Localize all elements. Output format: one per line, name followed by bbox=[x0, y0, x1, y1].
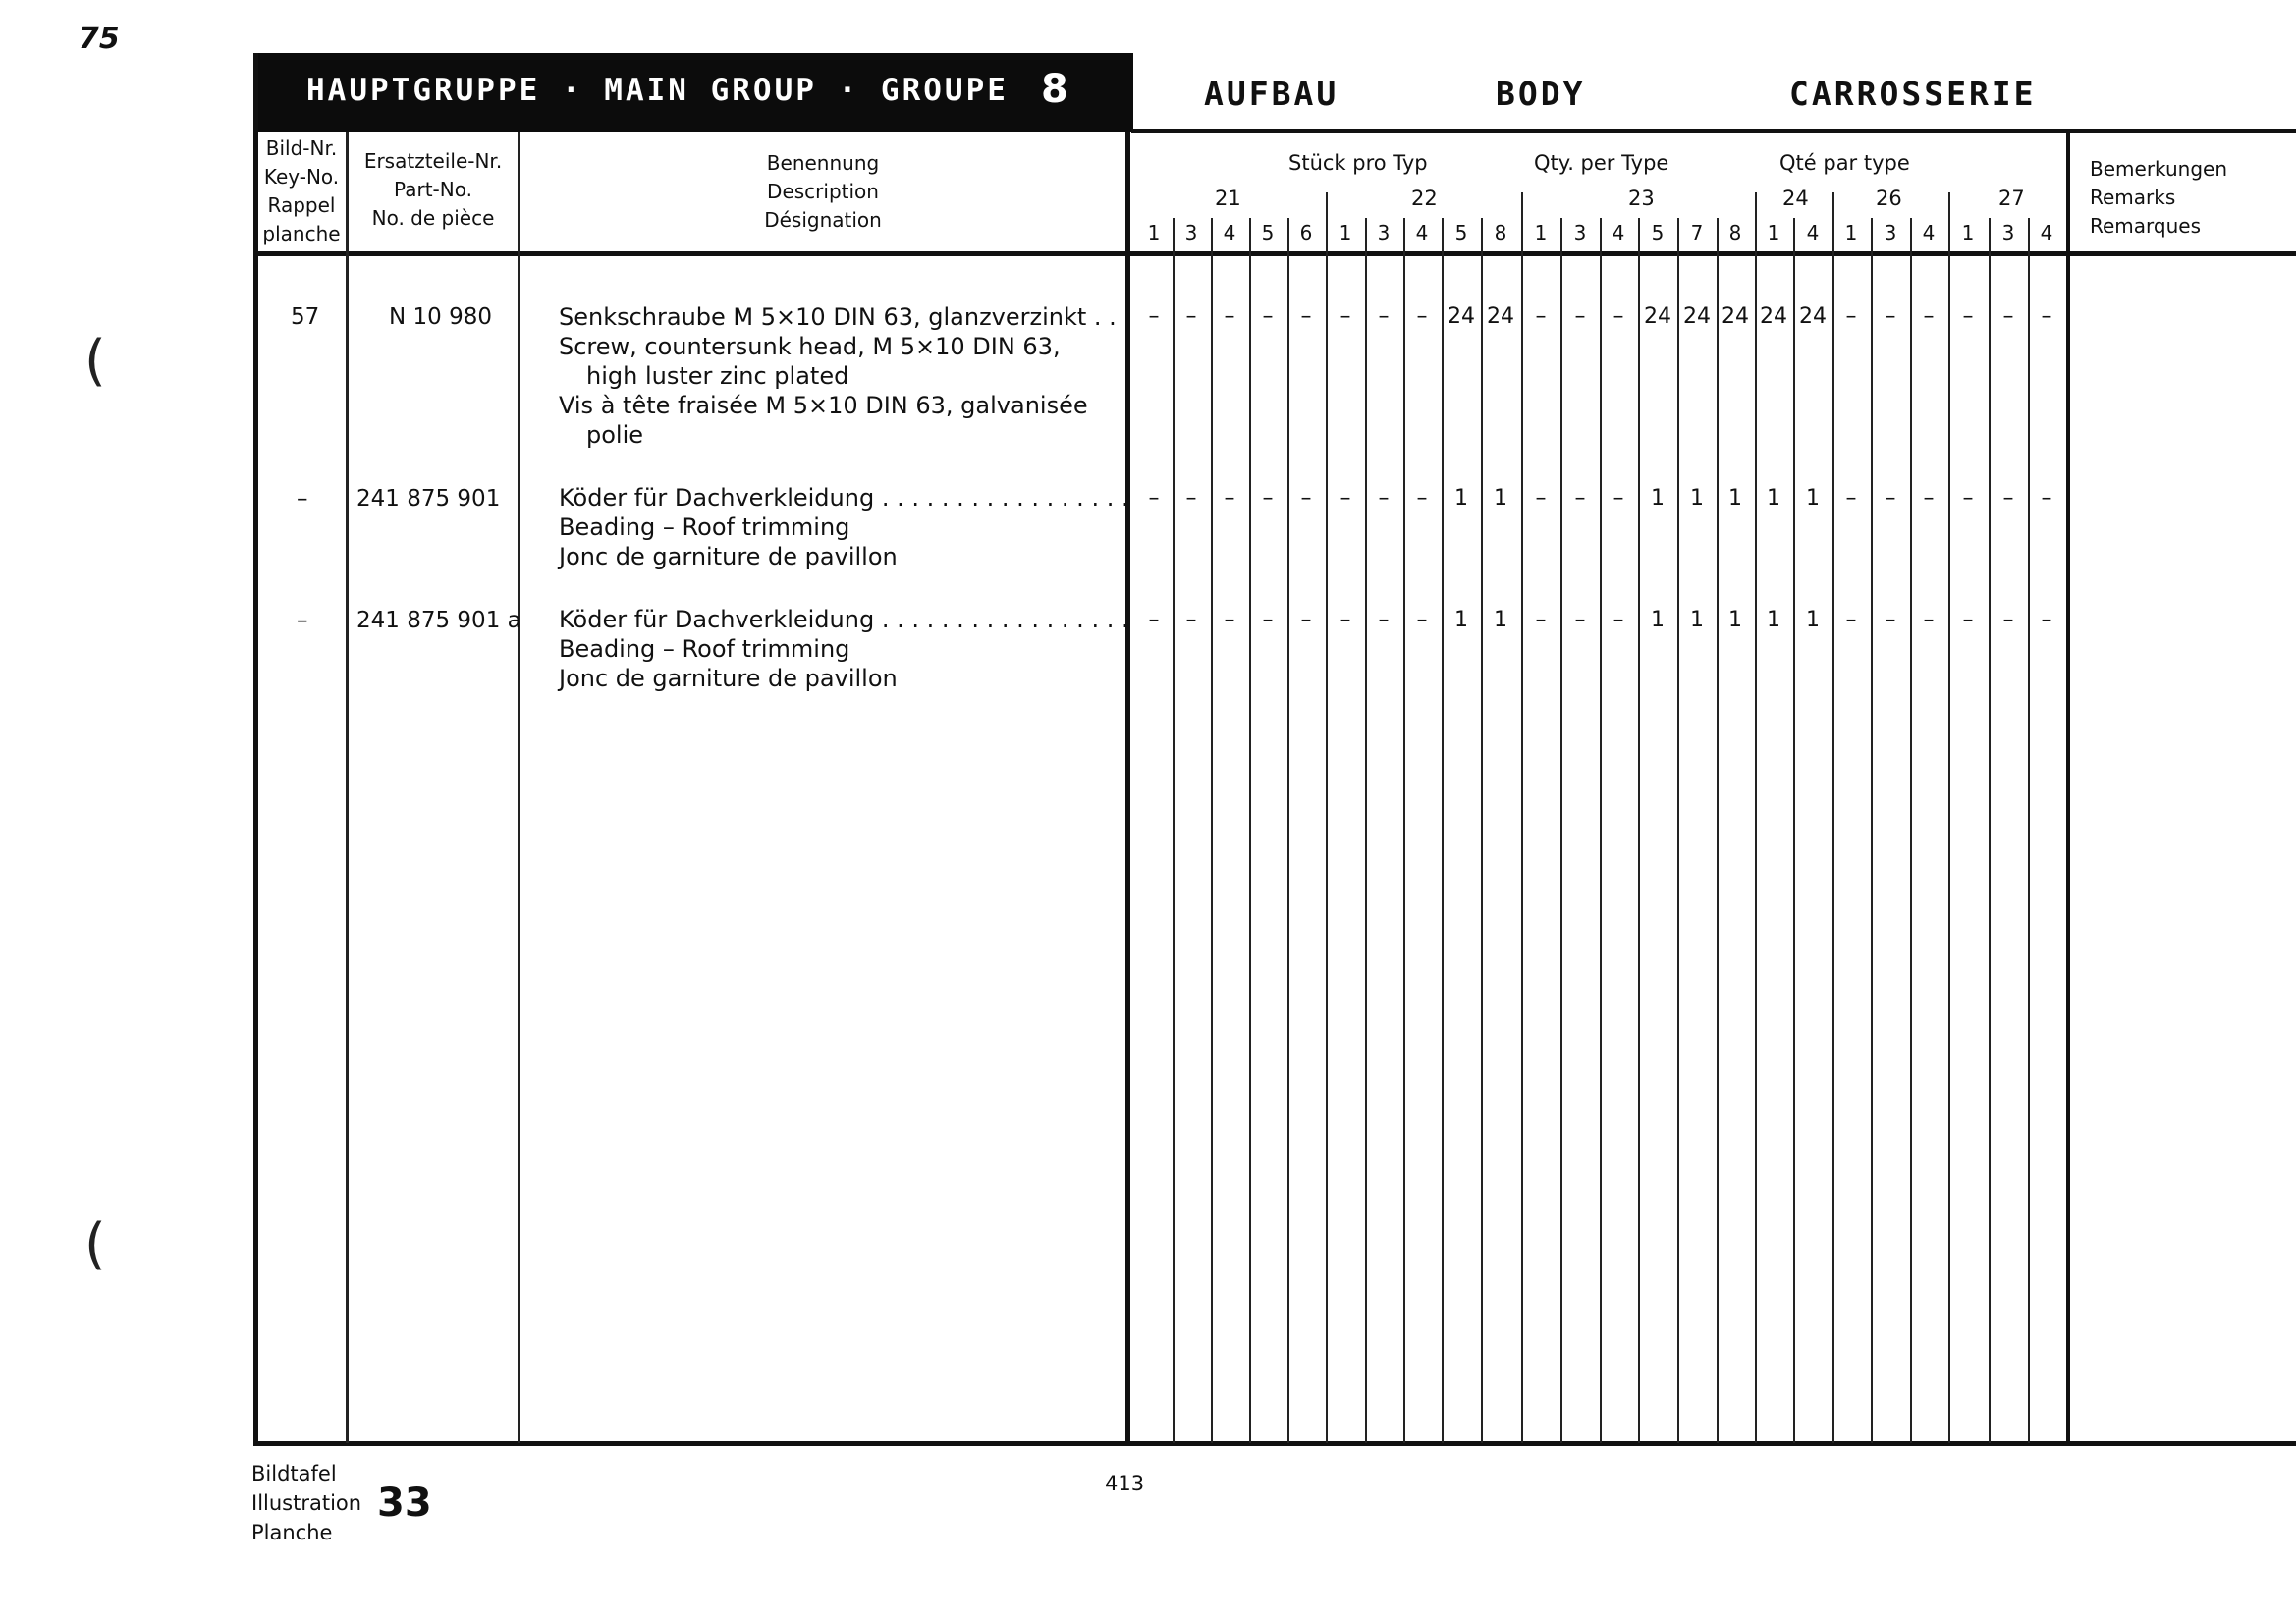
qty-cell: – bbox=[1923, 486, 1935, 511]
qty-cell: – bbox=[1885, 304, 1896, 329]
subtype-column-line bbox=[1948, 192, 1950, 1443]
qty-cell: 1 bbox=[1690, 486, 1704, 511]
subtype-column-line bbox=[1638, 218, 1640, 1443]
qty-cell: – bbox=[1613, 608, 1624, 632]
qty-cell: – bbox=[1378, 608, 1390, 632]
subtype-column-line bbox=[1910, 218, 1912, 1443]
table-left-border bbox=[253, 53, 258, 1445]
qty-cell: – bbox=[1300, 608, 1312, 632]
row-key: – bbox=[297, 608, 308, 633]
type-group-label: 24 bbox=[1782, 187, 1809, 210]
subtype-number: 3 bbox=[1884, 221, 1897, 244]
qty-cell: 1 bbox=[1728, 608, 1742, 632]
plate-labels: Bildtafel Illustration Planche bbox=[251, 1462, 362, 1544]
subtype-number: 3 bbox=[1184, 221, 1198, 244]
subtype-number: 3 bbox=[1573, 221, 1587, 244]
qty-cell: – bbox=[1845, 486, 1857, 511]
qty-cell: – bbox=[1378, 304, 1390, 329]
qty-cell: – bbox=[1962, 304, 1974, 329]
qty-cell: – bbox=[1574, 608, 1586, 632]
qty-cell: – bbox=[1224, 486, 1235, 511]
subtype-column-line bbox=[1365, 218, 1367, 1443]
subtype-number: 1 bbox=[1767, 221, 1780, 244]
qty-cell: – bbox=[1962, 486, 1974, 511]
qty-cell: 1 bbox=[1767, 486, 1780, 511]
subtype-column-line bbox=[1989, 218, 1991, 1443]
subtype-column-line bbox=[1755, 192, 1757, 1443]
qty-cell: – bbox=[2002, 608, 2014, 632]
subtype-column-line bbox=[1403, 218, 1405, 1443]
qty-cell: – bbox=[2041, 304, 2052, 329]
qty-cell: 1 bbox=[1454, 608, 1468, 632]
binder-hole-mark: ( bbox=[84, 329, 106, 393]
qty-cell: – bbox=[1845, 608, 1857, 632]
qty-cell: – bbox=[1535, 304, 1547, 329]
row-description: Senkschraube M 5×10 DIN 63, glanzverzinkt . . Screw, countersunk head, M 5×10 DIN 63, high luster zinc plated Vis à tête fraisée M 5×10 DIN 63, galvanisée polie bbox=[559, 303, 1117, 449]
subtype-number: 1 bbox=[1147, 221, 1161, 244]
qty-cell: 1 bbox=[1767, 608, 1780, 632]
binder-hole-mark: ( bbox=[84, 1213, 106, 1276]
col-divider-key bbox=[346, 132, 349, 1443]
subtype-column-line bbox=[1442, 218, 1444, 1443]
col-divider-remarks bbox=[2066, 132, 2070, 1443]
qty-cell: – bbox=[1224, 304, 1235, 329]
header-qty-de: Stück pro Typ bbox=[1288, 151, 1428, 175]
qty-cell: – bbox=[1885, 486, 1896, 511]
header-qty-en: Qty. per Type bbox=[1534, 151, 1669, 175]
qty-cell: 1 bbox=[1494, 608, 1507, 632]
subtype-number: 1 bbox=[1961, 221, 1975, 244]
subtype-column-line bbox=[1560, 218, 1562, 1443]
subtype-column-line bbox=[1211, 218, 1213, 1443]
qty-cell: 1 bbox=[1690, 608, 1704, 632]
subtype-number: 1 bbox=[1844, 221, 1858, 244]
group-header-bar bbox=[257, 53, 1133, 132]
type-group-label: 21 bbox=[1215, 187, 1241, 210]
subtype-number: 4 bbox=[1223, 221, 1236, 244]
qty-cell: 24 bbox=[1683, 304, 1711, 329]
qty-cell: – bbox=[1339, 486, 1351, 511]
header-rule-right bbox=[1131, 129, 2296, 133]
section-title-fr: CARROSSERIE bbox=[1789, 75, 2037, 113]
header-part-no: Ersatzteile-Nr. Part-No. No. de pièce bbox=[363, 149, 503, 230]
qty-cell: – bbox=[1262, 608, 1274, 632]
type-group-label: 26 bbox=[1876, 187, 1902, 210]
qty-cell: – bbox=[1300, 486, 1312, 511]
qty-cell: – bbox=[1845, 304, 1857, 329]
qty-cell: 1 bbox=[1494, 486, 1507, 511]
qty-cell: – bbox=[1185, 608, 1197, 632]
subtype-number: 5 bbox=[1651, 221, 1665, 244]
subtype-column-line bbox=[1481, 218, 1483, 1443]
type-group-label: 27 bbox=[1998, 187, 2025, 210]
qty-cell: – bbox=[1574, 486, 1586, 511]
type-group-label: 23 bbox=[1628, 187, 1655, 210]
qty-cell: – bbox=[1574, 304, 1586, 329]
group-header-number: 8 bbox=[1041, 67, 1068, 112]
qty-cell: – bbox=[2002, 486, 2014, 511]
subtype-number: 4 bbox=[1922, 221, 1936, 244]
qty-cell: – bbox=[1923, 304, 1935, 329]
page-number: 75 bbox=[79, 22, 120, 56]
section-title-de: AUFBAU bbox=[1204, 75, 1339, 113]
subtype-column-line bbox=[1832, 192, 1834, 1443]
subtype-column-line bbox=[1173, 218, 1175, 1443]
qty-cell: – bbox=[1613, 486, 1624, 511]
qty-cell: – bbox=[1339, 304, 1351, 329]
qty-cell: – bbox=[1148, 608, 1160, 632]
header-key-no: Bild-Nr. Key-No. Rappel planche bbox=[262, 136, 341, 245]
qty-cell: – bbox=[1962, 608, 1974, 632]
subtype-column-line bbox=[1717, 218, 1719, 1443]
qty-cell: 1 bbox=[1651, 608, 1665, 632]
qty-cell: – bbox=[1535, 608, 1547, 632]
qty-cell: – bbox=[1416, 304, 1428, 329]
row-part-no: 241 875 901 a bbox=[356, 608, 521, 633]
qty-cell: – bbox=[1262, 486, 1274, 511]
group-header-label: HAUPTGRUPPE · MAIN GROUP · GROUPE bbox=[306, 73, 1009, 108]
header-remarks: Bemerkungen Remarks Remarques bbox=[2090, 157, 2228, 238]
qty-cell: – bbox=[1923, 608, 1935, 632]
row-key: 57 bbox=[291, 304, 320, 330]
row-key: – bbox=[297, 486, 308, 512]
qty-cell: – bbox=[1185, 486, 1197, 511]
subtype-column-line bbox=[2028, 218, 2030, 1443]
qty-cell: – bbox=[2002, 304, 2014, 329]
header-qty-fr: Qté par type bbox=[1779, 151, 1910, 175]
subtype-column-line bbox=[1677, 218, 1679, 1443]
subtype-column-line bbox=[1793, 218, 1795, 1443]
qty-cell: 1 bbox=[1454, 486, 1468, 511]
footer-page-number: 413 bbox=[1105, 1472, 1145, 1495]
subtype-column-line bbox=[1249, 218, 1251, 1443]
qty-cell: – bbox=[1339, 608, 1351, 632]
qty-cell: 1 bbox=[1651, 486, 1665, 511]
header-description: Benennung Description Désignation bbox=[764, 151, 882, 232]
subtype-number: 4 bbox=[2040, 221, 2053, 244]
qty-cell: – bbox=[1185, 304, 1197, 329]
qty-cell: 24 bbox=[1799, 304, 1827, 329]
subtype-number: 1 bbox=[1339, 221, 1352, 244]
row-description: Köder für Dachverkleidung . . . . . . . . . . . . . . . . . Beading – Roof trimming Jonc de garniture de pavillon bbox=[559, 606, 1129, 692]
qty-cell: 24 bbox=[1487, 304, 1514, 329]
col-divider-desc bbox=[1125, 132, 1130, 1443]
subtype-number: 4 bbox=[1612, 221, 1625, 244]
subtype-number: 1 bbox=[1534, 221, 1548, 244]
col-divider-part bbox=[518, 132, 520, 1443]
qty-cell: 24 bbox=[1722, 304, 1749, 329]
subtype-number: 4 bbox=[1415, 221, 1429, 244]
row-description: Köder für Dachverkleidung . . . . . . . . . . . . . . . . . Beading – Roof trimming Jonc de garniture de pavillon bbox=[559, 484, 1129, 570]
subtype-number: 8 bbox=[1728, 221, 1742, 244]
subtype-column-line bbox=[1600, 218, 1602, 1443]
qty-cell: – bbox=[1416, 486, 1428, 511]
type-group-label: 22 bbox=[1411, 187, 1438, 210]
qty-cell: 24 bbox=[1760, 304, 1787, 329]
subtype-number: 3 bbox=[2001, 221, 2015, 244]
subtype-column-line bbox=[1287, 218, 1289, 1443]
qty-cell: 1 bbox=[1806, 608, 1820, 632]
qty-cell: 24 bbox=[1644, 304, 1671, 329]
subtype-number: 3 bbox=[1377, 221, 1391, 244]
subtype-number: 5 bbox=[1454, 221, 1468, 244]
qty-cell: – bbox=[1535, 486, 1547, 511]
subtype-number: 4 bbox=[1806, 221, 1820, 244]
qty-cell: – bbox=[1613, 304, 1624, 329]
qty-cell: – bbox=[1416, 608, 1428, 632]
qty-cell: – bbox=[1148, 304, 1160, 329]
qty-cell: – bbox=[2041, 608, 2052, 632]
row-part-no: 241 875 901 bbox=[356, 486, 501, 512]
qty-cell: – bbox=[1378, 486, 1390, 511]
qty-cell: 1 bbox=[1806, 486, 1820, 511]
qty-cell: – bbox=[2041, 486, 2052, 511]
qty-cell: – bbox=[1300, 304, 1312, 329]
row-part-no: N 10 980 bbox=[389, 304, 492, 330]
subtype-number: 6 bbox=[1299, 221, 1313, 244]
subtype-column-line bbox=[1326, 192, 1328, 1443]
qty-cell: – bbox=[1148, 486, 1160, 511]
plate-number: 33 bbox=[377, 1481, 432, 1526]
subtype-number: 8 bbox=[1494, 221, 1507, 244]
qty-cell: – bbox=[1224, 608, 1235, 632]
qty-cell: 24 bbox=[1448, 304, 1475, 329]
subtype-column-line bbox=[1871, 218, 1873, 1443]
qty-cell: – bbox=[1262, 304, 1274, 329]
section-title-en: BODY bbox=[1496, 75, 1586, 113]
qty-cell: 1 bbox=[1728, 486, 1742, 511]
subtype-number: 7 bbox=[1690, 221, 1704, 244]
subtype-number: 5 bbox=[1261, 221, 1275, 244]
subtype-column-line bbox=[1521, 192, 1523, 1443]
qty-cell: – bbox=[1885, 608, 1896, 632]
